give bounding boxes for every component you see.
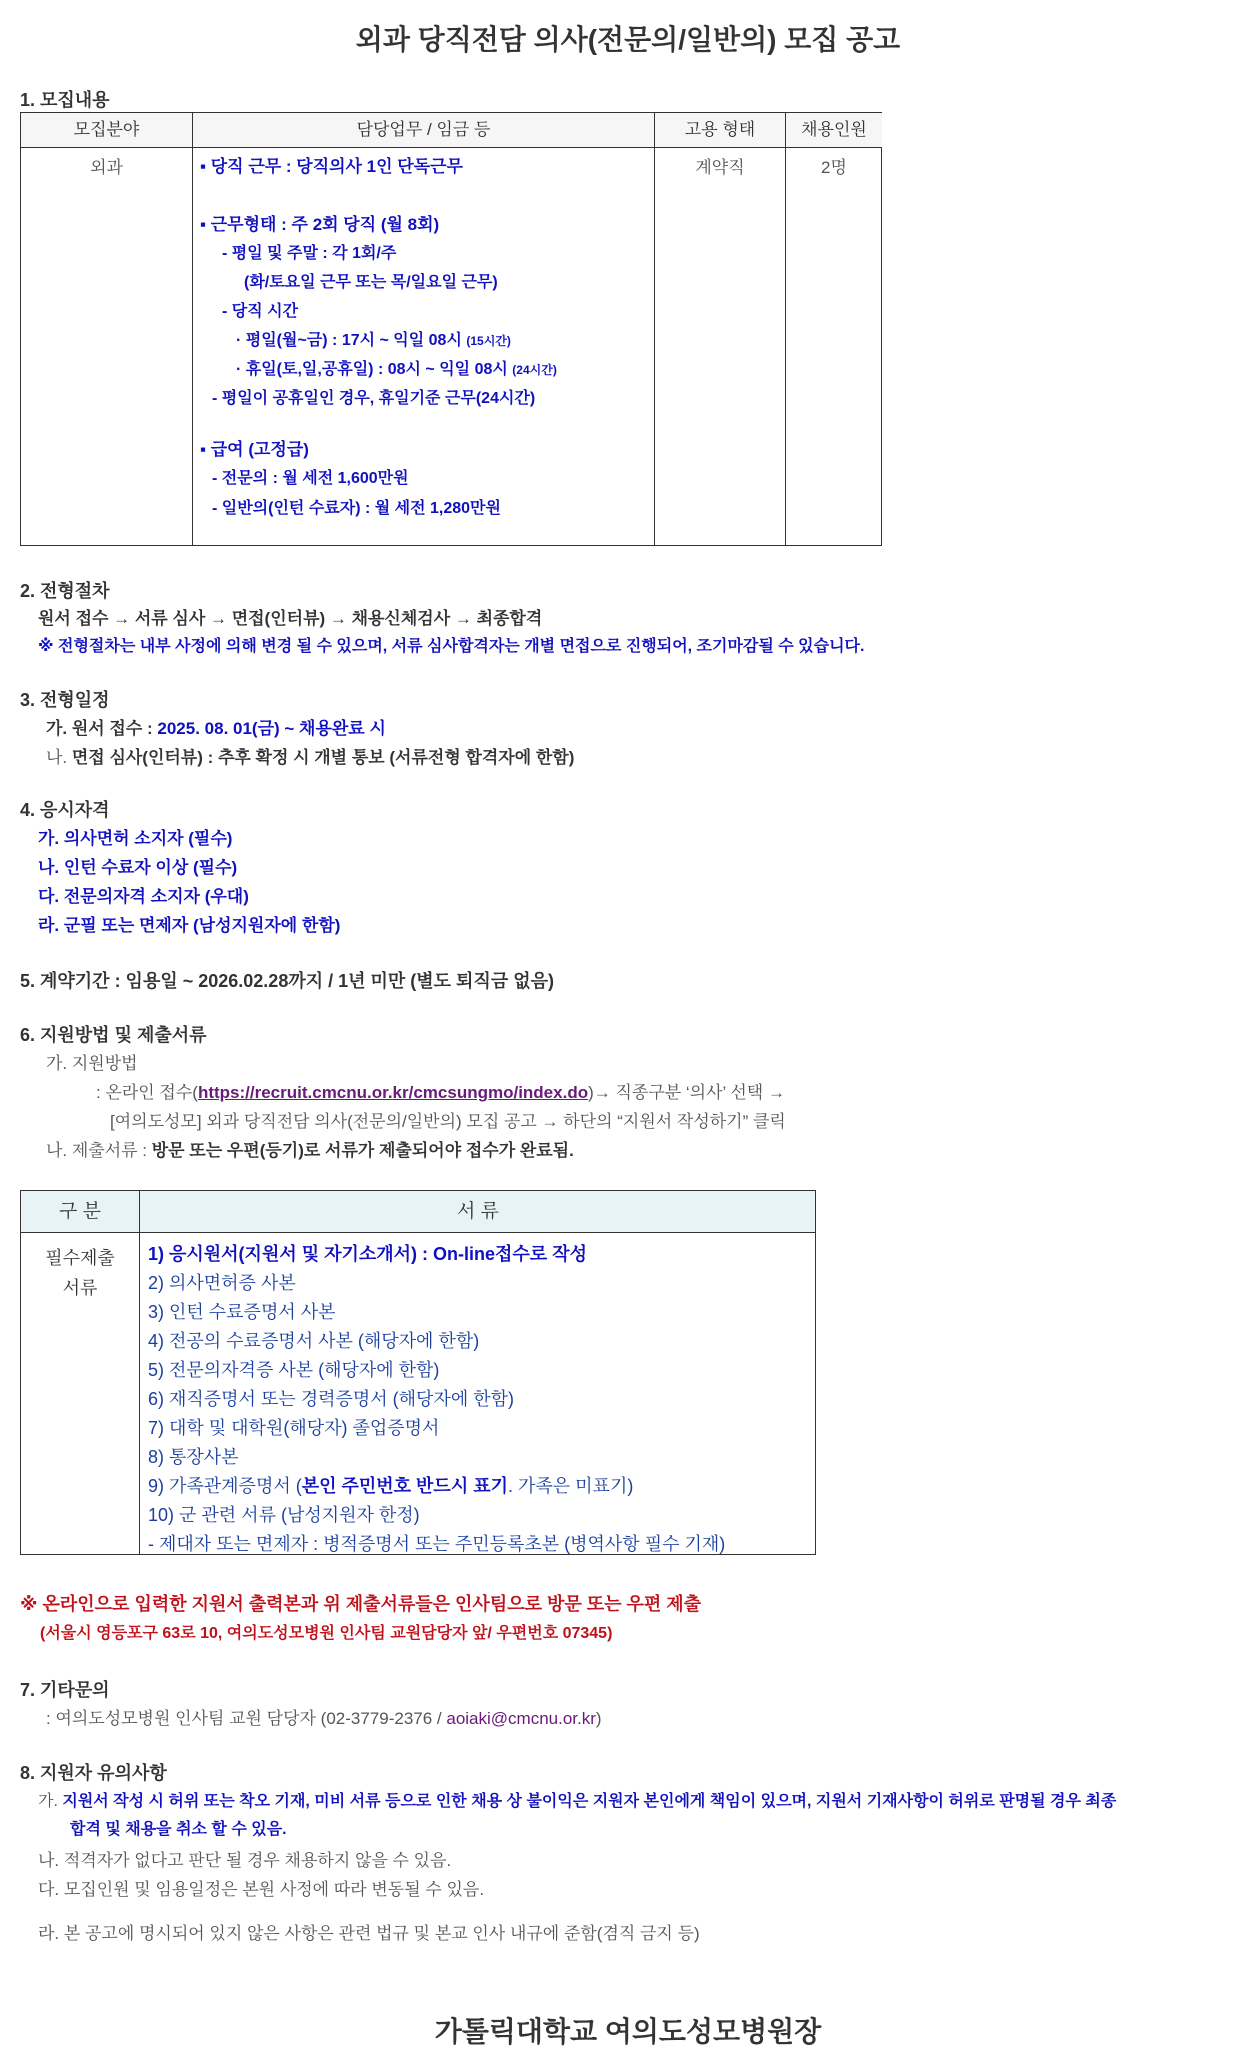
duty-line: - 전문의 : 월 세전 1,600만원 bbox=[212, 470, 409, 487]
document-item: 10) 군 관련 서류 (남성지원자 한정) bbox=[148, 1505, 420, 1525]
contact-line: : 여의도성모병원 인사팀 교원 담당자 (02-3779-2376 / aoiaki@cmcnu.or.kr) bbox=[46, 1709, 602, 1728]
qualification-item: 다. 전문의자격 소지자 (우대) bbox=[38, 887, 249, 906]
header-category: 구 분 bbox=[59, 1201, 101, 1222]
employment-type-value: 계약직 bbox=[695, 158, 745, 177]
document-item: 7) 대학 및 대학원(해당자) 졸업증명서 bbox=[148, 1418, 440, 1438]
submission-notice: ※ 온라인으로 입력한 지원서 출력본과 위 제출서류들은 인사팀으로 방문 또는 우편 제출 bbox=[20, 1594, 702, 1614]
selection-note: ※ 전형절차는 내부 사정에 의해 변경 될 수 있으며, 서류 심사합격자는 개별 면접으로 진행되어, 조기마감될 수 있습니다. bbox=[38, 638, 865, 655]
submit-docs-line: 나. 제출서류 : 방문 또는 우편(등기)로 서류가 제출되어야 접수가 완료됨. bbox=[46, 1141, 574, 1160]
duty-line: · 휴일(토,일,공휴일) : 08시 ~ 익일 08시 (24시간) bbox=[236, 361, 557, 378]
document-item: 1) 응시원서(지원서 및 자기소개서) : On-line접수로 작성 bbox=[148, 1244, 587, 1264]
contact-email[interactable]: aoiaki@cmcnu.or.kr bbox=[446, 1709, 596, 1728]
recruit-link[interactable]: https://recruit.cmcnu.or.kr/cmcsungmo/index.do bbox=[197, 1083, 589, 1102]
section-7-heading: 7. 기타문의 bbox=[20, 1680, 110, 1700]
caution-item-b: 나. 적격자가 없다고 판단 될 경우 채용하지 않을 수 있음. bbox=[38, 1851, 452, 1870]
document-item: 9) 가족관계증명서 (본인 주민번호 반드시 표기. 가족은 미표기) bbox=[148, 1476, 634, 1496]
duty-line: - 평일 및 주말 : 각 1회/주 bbox=[222, 245, 397, 262]
document-item: 5) 전문의자격증 사본 (해당자에 한함) bbox=[148, 1360, 440, 1380]
selection-flow: 원서 접수 → 서류 심사 → 면접(인터뷰) → 채용신체검사 → 최종합격 bbox=[38, 609, 543, 628]
document-item: 8) 통장사본 bbox=[148, 1447, 239, 1467]
header-documents: 서 류 bbox=[457, 1201, 499, 1222]
document-item: 6) 재직증명서 또는 경력증명서 (해당자에 한함) bbox=[148, 1389, 514, 1409]
document-item: - 제대자 또는 면제자 : 병적증명서 또는 주민등록초본 (병역사항 필수 기재) bbox=[148, 1534, 726, 1554]
caution-item-d: 라. 본 공고에 명시되어 있지 않은 사항은 관련 법규 및 본교 인사 내규에 준함(겸직 금지 등) bbox=[38, 1924, 700, 1943]
section-4-heading: 4. 응시자격 bbox=[20, 800, 110, 820]
contract-period: 5. 계약기간 : 임용일 ~ 2026.02.28까지 / 1년 미만 (별도 퇴직금 없음) bbox=[20, 971, 554, 991]
header-employment-type: 고용 형태 bbox=[655, 113, 785, 147]
category-cell: 필수제출 서류 bbox=[45, 1248, 115, 1298]
duty-line: - 평일이 공휴일인 경우, 휴일기준 근무(24시간) bbox=[212, 390, 536, 407]
document-item: 3) 인턴 수료증명서 사본 bbox=[148, 1302, 336, 1322]
caution-item-a: 가. 지원서 작성 시 허위 또는 착오 기재, 미비 서류 등으로 인한 채용 상 불이익은 지원자 본인에게 책임이 있으며, 지원서 기재사항이 허위로 판명될 경우 최종 bbox=[38, 1793, 1117, 1810]
duty-line: ▪ 당직 근무 : 당직의사 1인 단독근무 bbox=[200, 157, 463, 176]
section-1-heading: 1. 모집내용 bbox=[20, 90, 110, 110]
document-item: 4) 전공의 수료증명서 사본 (해당자에 한함) bbox=[148, 1331, 480, 1351]
duty-line: (화/토요일 근무 또는 목/일요일 근무) bbox=[244, 274, 498, 291]
headcount-value: 2명 bbox=[821, 158, 847, 177]
document-item: 2) 의사면허증 사본 bbox=[148, 1273, 296, 1293]
duty-line: ▪ 근무형태 : 주 2회 당직 (월 8회) bbox=[200, 215, 440, 234]
header-duty: 담당업무 / 임금 등 bbox=[193, 113, 654, 147]
schedule-interview: 나. 면접 심사(인터뷰) : 추후 확정 시 개별 통보 (서류전형 합격자에 한함) bbox=[46, 748, 575, 767]
header-headcount: 채용인원 bbox=[786, 113, 882, 147]
qualification-item: 가. 의사면허 소지자 (필수) bbox=[38, 829, 233, 848]
header-field: 모집분야 bbox=[21, 113, 192, 147]
field-value: 외과 bbox=[90, 158, 123, 177]
caution-item-c: 다. 모집인원 및 임용일정은 본원 사정에 따라 변동될 수 있음. bbox=[38, 1880, 485, 1899]
section-8-heading: 8. 지원자 유의사항 bbox=[20, 1763, 167, 1783]
duty-line: ▪ 급여 (고정급) bbox=[200, 440, 309, 459]
page-title: 외과 당직전담 의사(전문의/일반의) 모집 공고 bbox=[355, 24, 901, 55]
section-3-heading: 3. 전형일정 bbox=[20, 690, 110, 710]
section-6-heading: 6. 지원방법 및 제출서류 bbox=[20, 1025, 207, 1045]
duty-line: - 일반의(인턴 수료자) : 월 세전 1,280만원 bbox=[212, 500, 501, 517]
schedule-application: 가. 원서 접수 : 2025. 08. 01(금) ~ 채용완료 시 bbox=[46, 719, 386, 738]
submission-address: (서울시 영등포구 63로 10, 여의도성모병원 인사팀 교원담당자 앞/ 우편번호 07345) bbox=[40, 1625, 613, 1642]
apply-method-line1: : 온라인 접수(https://recruit.cmcnu.or.kr/cmcsungmo/index.do)→ 직종구분 ‘의사’ 선택 → bbox=[96, 1083, 785, 1102]
duty-line: · 평일(월~금) : 17시 ~ 익일 08시 (15시간) bbox=[236, 332, 511, 349]
qualification-item: 라. 군필 또는 면제자 (남성지원자에 한함) bbox=[38, 916, 341, 935]
signature: 가톨릭대학교 여의도성모병원장 bbox=[434, 2016, 822, 2047]
qualification-item: 나. 인턴 수료자 이상 (필수) bbox=[38, 858, 238, 877]
apply-method-line2: [여의도성모] 외과 당직전담 의사(전문의/일반의) 모집 공고 → 하단의 “지원서 작성하기” 클릭 bbox=[110, 1112, 786, 1131]
caution-item-a-cont: 합격 및 채용을 취소 할 수 있음. bbox=[70, 1821, 287, 1838]
section-2-heading: 2. 전형절차 bbox=[20, 581, 110, 601]
apply-method-label: 가. 지원방법 bbox=[46, 1054, 138, 1073]
duty-line: - 당직 시간 bbox=[222, 303, 299, 320]
